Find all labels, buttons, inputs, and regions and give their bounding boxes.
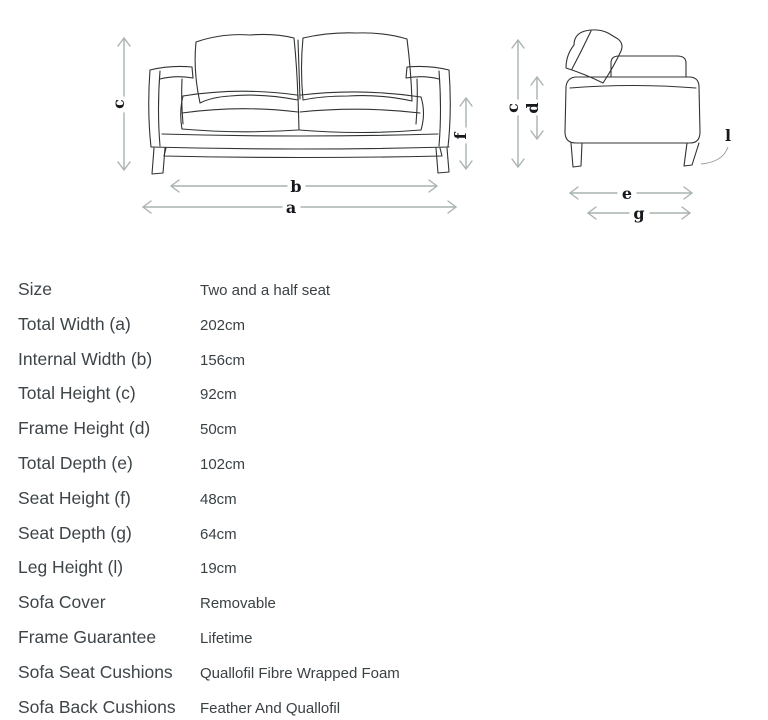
spec-row xyxy=(18,342,760,377)
spec-row xyxy=(18,690,760,720)
spec-value: 64cm xyxy=(200,525,237,543)
dimension-arrow-a xyxy=(143,201,456,213)
dimension-label-a: a xyxy=(285,198,297,217)
dimension-label-d: d xyxy=(523,102,542,114)
spec-table xyxy=(18,272,760,720)
spec-value: Quallofil Fibre Wrapped Foam xyxy=(200,664,400,682)
dimension-label-c-front: c xyxy=(109,99,128,109)
spec-row xyxy=(18,655,760,690)
sofa-dimensions-diagram xyxy=(0,0,768,250)
spec-value: Two and a half seat xyxy=(200,282,331,299)
spec-value: 50cm xyxy=(200,421,237,439)
spec-row xyxy=(18,585,760,620)
dimension-label-c-side: c xyxy=(503,103,522,113)
spec-value: 156cm xyxy=(200,351,246,369)
spec-row xyxy=(18,481,760,516)
spec-row xyxy=(18,516,760,551)
dimension-label-e: e xyxy=(621,184,633,203)
spec-row xyxy=(18,411,760,446)
spec-label: Frame Guarantee xyxy=(18,626,157,647)
spec-label: Leg Height (l) xyxy=(18,557,124,578)
spec-row xyxy=(18,446,760,481)
spec-row xyxy=(18,307,760,342)
spec-label: Frame Height (d) xyxy=(18,418,151,439)
spec-value: Feather And Quallofil xyxy=(200,699,341,717)
spec-row xyxy=(18,620,760,655)
dimension-label-l: l xyxy=(724,126,732,145)
dimension-arrow-b xyxy=(171,180,437,192)
spec-row xyxy=(18,272,760,307)
spec-value: 102cm xyxy=(200,455,246,473)
dimension-label-f: f xyxy=(451,132,470,140)
spec-label: Seat Depth (g) xyxy=(18,522,132,543)
spec-value: 48cm xyxy=(200,490,237,508)
spec-row xyxy=(18,376,760,411)
leg-callout-curve xyxy=(701,147,728,164)
spec-label: Total Height (c) xyxy=(18,383,136,404)
spec-value: 202cm xyxy=(200,316,246,334)
spec-value: 92cm xyxy=(200,386,237,404)
spec-label: Sofa Cover xyxy=(18,592,106,613)
dimension-label-b: b xyxy=(290,177,302,196)
spec-label: Internal Width (b) xyxy=(18,348,153,369)
sofa-side-view-illustration xyxy=(565,30,700,167)
spec-value: 19cm xyxy=(200,560,237,578)
spec-label: Total Depth (e) xyxy=(18,452,133,473)
spec-value: Removable xyxy=(200,595,276,613)
spec-label: Sofa Seat Cushions xyxy=(18,661,173,682)
spec-label: Sofa Back Cushions xyxy=(18,696,176,717)
spec-value: Lifetime xyxy=(200,629,253,647)
spec-label: Seat Height (f) xyxy=(18,487,131,508)
dimension-label-g: g xyxy=(633,204,645,223)
spec-row xyxy=(18,550,760,585)
spec-label: Total Width (a) xyxy=(18,313,131,334)
spec-label: Size xyxy=(18,279,53,299)
sofa-front-view-illustration xyxy=(149,33,451,174)
